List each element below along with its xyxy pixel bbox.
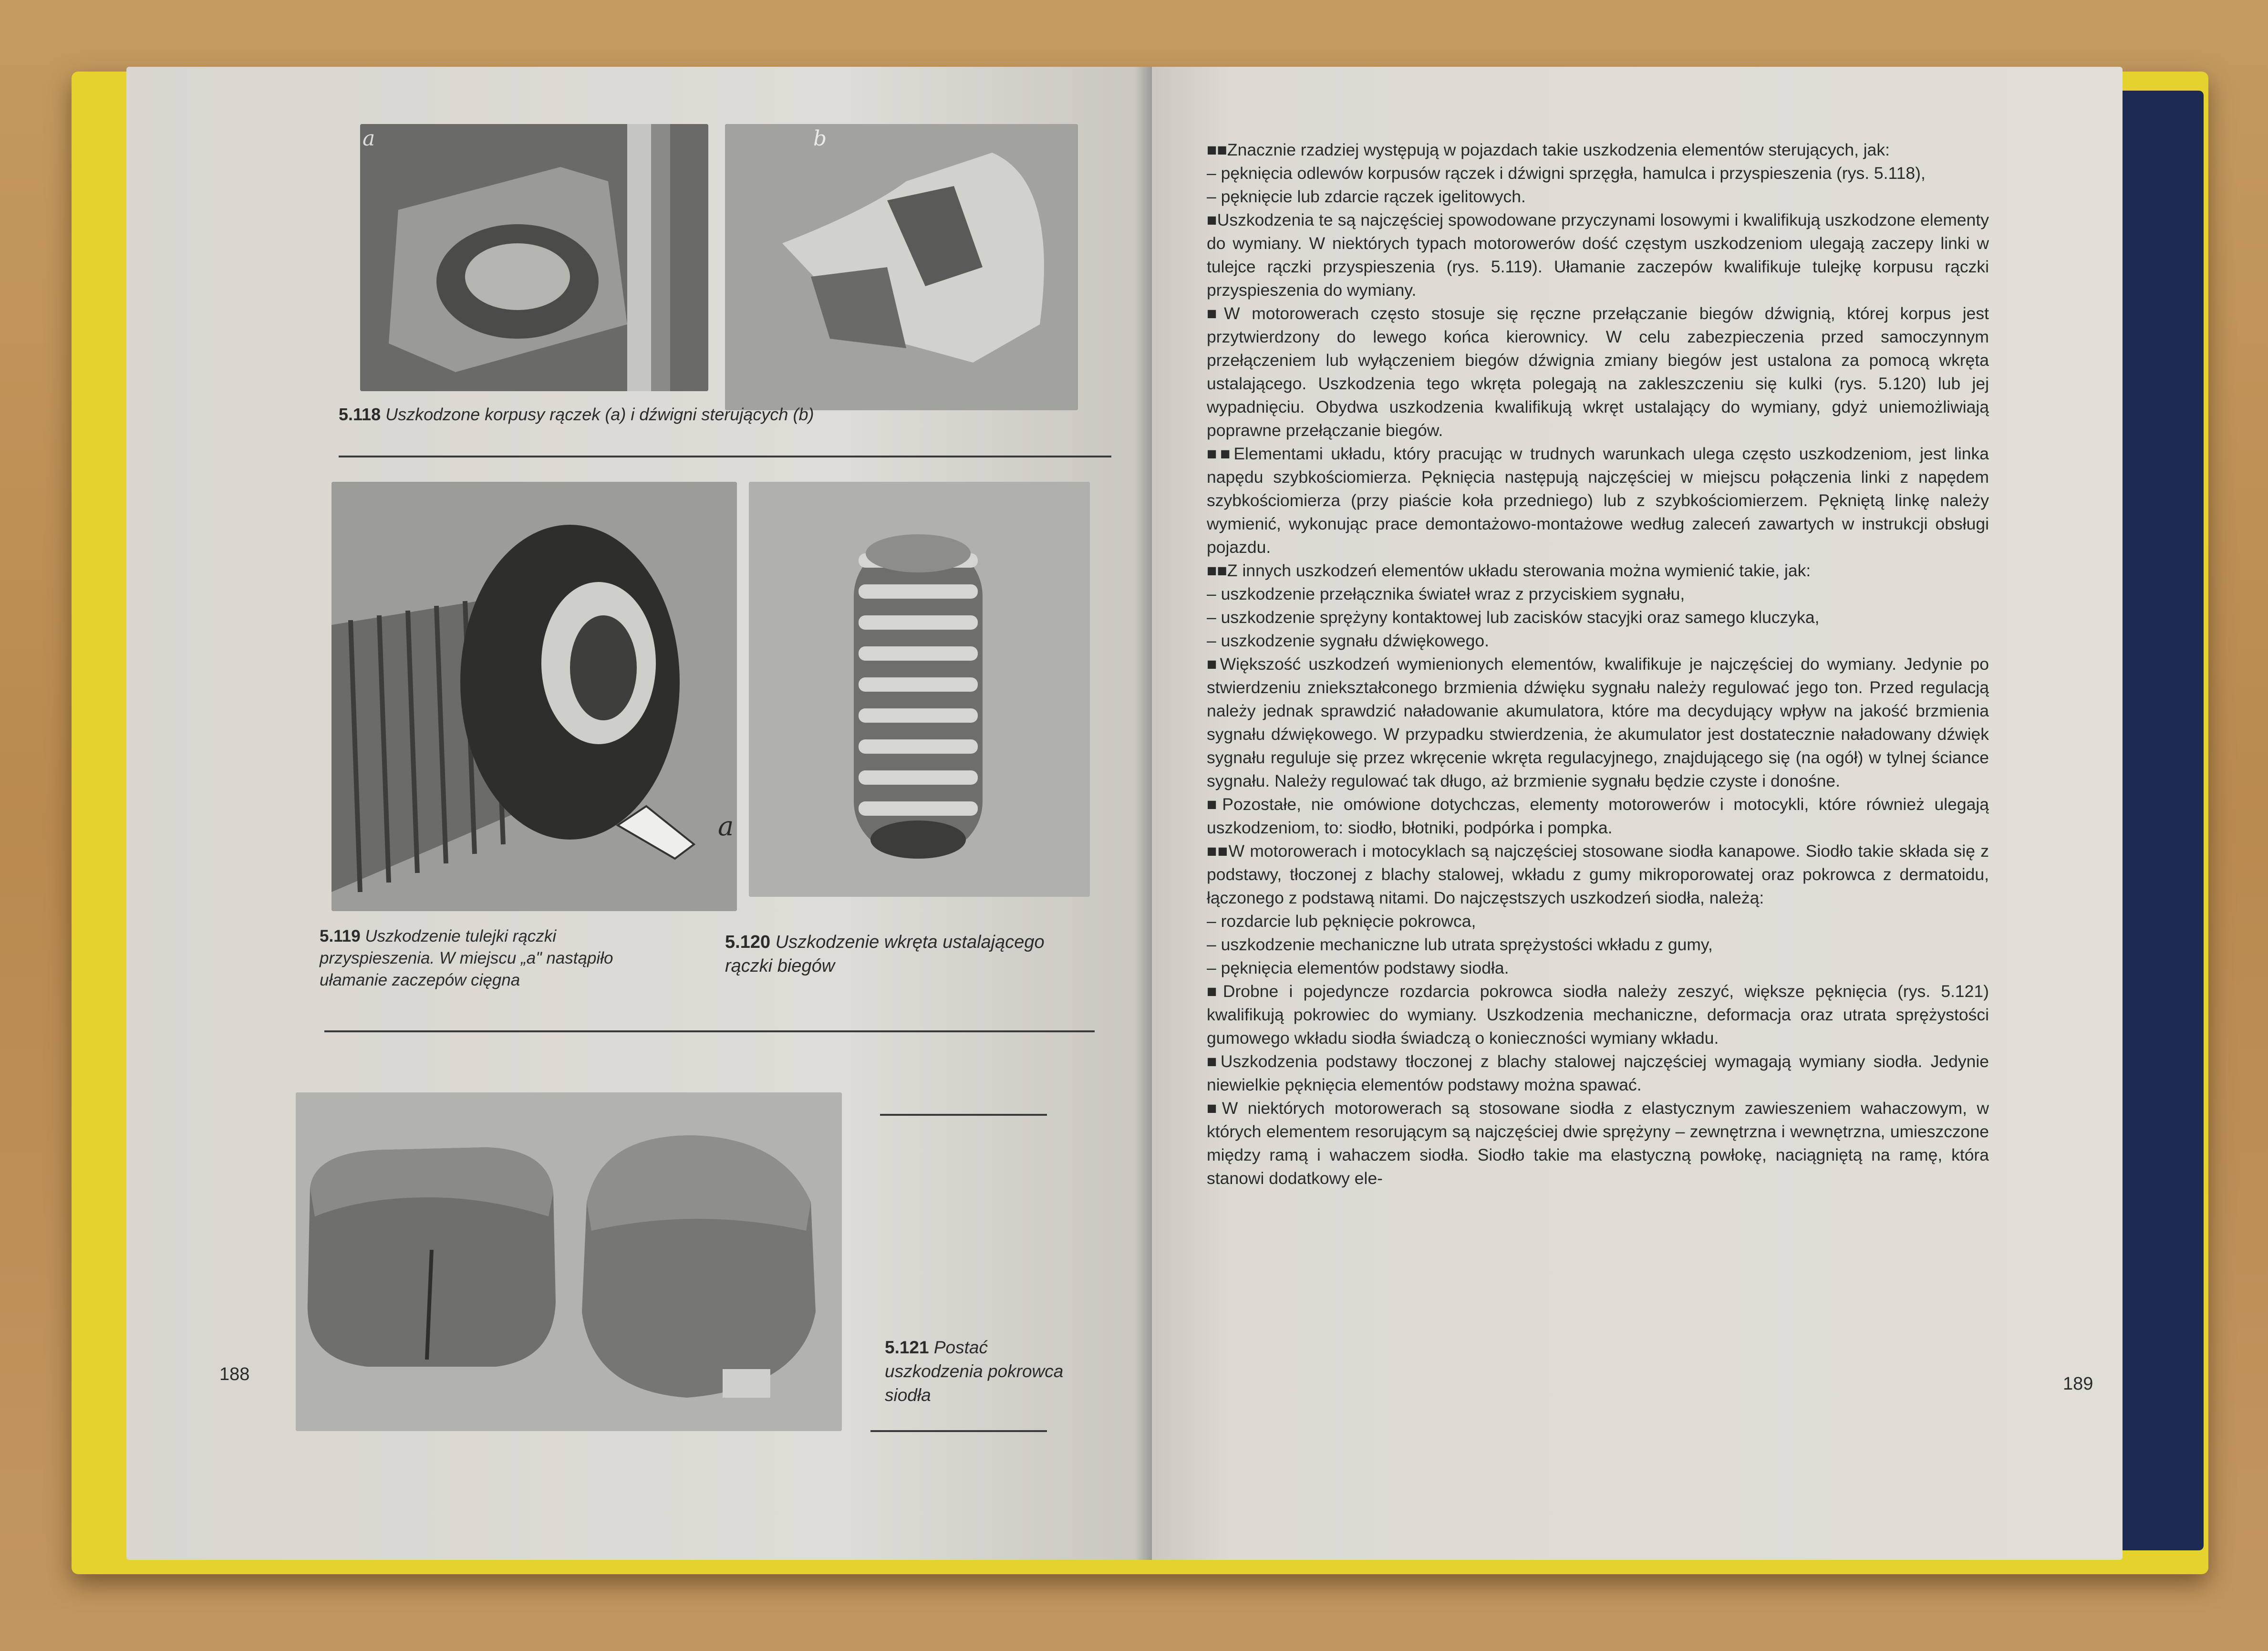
figure-label-a: a bbox=[362, 126, 375, 151]
figure-5-120-photo bbox=[749, 482, 1090, 897]
caption-5-120-line2: rączki biegów bbox=[725, 956, 835, 976]
figure-5-121-photo bbox=[296, 1092, 842, 1431]
list-item: – pęknięcia elementów podstawy siodła. bbox=[1207, 958, 1509, 977]
caption-5-121-line3: siodła bbox=[885, 1385, 931, 1405]
caption-5-118-text: Uszkodzone korpusy rączek (a) i dźwigni sterujących (b) bbox=[385, 405, 814, 424]
paragraph: ■■ W motorowerach i motocyklach są najczęściej stosowane siodła kanapowe. Siodło takie składa się z podstawy, tłoczonej z blachy stalowej, wkładu z gumy mikroporowatej oraz pokrowca z dermatoidu, łączonego z podstawą nitami. Do najczęstszych uszkodzeń siodła, należą: bbox=[1207, 840, 1989, 910]
body-text-column bbox=[1207, 138, 1989, 1190]
list-item: – uszkodzenie sygnału dźwiękowego. bbox=[1207, 631, 1490, 650]
list-item: – uszkodzenie mechaniczne lub utrata sprężystości wkładu z gumy, bbox=[1207, 935, 1713, 954]
caption-5-118-number: 5.118 bbox=[339, 405, 381, 424]
figure-5-119-photo bbox=[331, 482, 737, 911]
saddle-cover-image bbox=[296, 1092, 842, 1431]
paragraph: ■ W niektórych motorowerach są stosowane siodła z elastycznym zawieszeniem wahaczowym, w których elementem resorującym są najczęściej dwie sprężyny – zewnętrzna i wewnętrzna, umieszczone między ramą i wahaczem siodła. Siodło takie ma elastyczną powłokę, naciągniętą na ramę, która stanowi dodatkowy ele- bbox=[1207, 1097, 1989, 1190]
caption-5-119 bbox=[320, 925, 730, 991]
paragraph: ■ Uszkodzenia podstawy tłoczonej z blachy stalowej najczęściej wymagają wymiany siodła. Jedynie niewielkie pęknięcia elementów podstawy można spawać. bbox=[1207, 1050, 1989, 1097]
handlebar-housing-image bbox=[360, 124, 708, 391]
figure-label-b: b bbox=[813, 126, 827, 151]
screw-image bbox=[749, 482, 1090, 897]
paragraph: ■■ Elementami układu, który pracując w trudnych warunkach ulega często uszkodzeniom, jest linka napędu szybkościomierza. Pęknięcia następują najczęściej w miejscu połączenia linki z napędem szybkościomierza (przy piaście koła przedniego) lub z szybkościomierzem. Pękniętą linkę należy wymienić, wykonując prace demontażowo-montażowe według zaleceń zawartych w instrukcji obsługi pojazdu. bbox=[1207, 442, 1989, 559]
caption-5-121-number: 5.121 bbox=[885, 1338, 929, 1357]
page-number-right: 189 bbox=[2063, 1374, 2093, 1394]
list-item: – rozdarcie lub pęknięcie pokrowca, bbox=[1207, 912, 1476, 931]
rule-top-5-121 bbox=[880, 1114, 1047, 1116]
caption-5-120-number: 5.120 bbox=[725, 932, 771, 952]
figure-5-119-arrow-label: a bbox=[718, 811, 734, 842]
left-page bbox=[126, 67, 1152, 1560]
paragraph: ■ Większość uszkodzeń wymienionych elementów, kwalifikuje je najczęściej do wymiany. Jedynie po stwierdzeniu zniekształconego brzmienia dźwięku sygnału należy regulować jego ton. Przed regulacją należy jednak sprawdzić naładowanie akumulatora, które ma decydujący wpływ na jakość brzmienia sygnału dźwiękowego. W przypadku stwierdzenia, że akumulator jest dostatecznie naładowany dźwięk sygnału reguluje się przez wkręcenie wkręta regulacyjnego, znajdującego się (na ogół) w tylnej ściance sygnału. Należy regulować tak długo, aż brzmienie sygnału będzie czyste i donośne. bbox=[1207, 653, 1989, 793]
paragraph: ■ Drobne i pojedyncze rozdarcia pokrowca siodła należy zeszyć, większe pęknięcia (rys. 5.121) kwalifikują pokrowiec do wymiany. Uszkodzenia mechaniczne, deformacja oraz utrata sprężystości gumowego wkładu siodła świadczą o konieczności wymiany wkładu. bbox=[1207, 980, 1989, 1050]
figure-5-118-b-photo bbox=[725, 124, 1078, 410]
paragraph: ■ Pozostałe, nie omówione dotychczas, elementy motorowerów i motocykli, które również ulegają uszkodzeniom, to: siodło, błotniki, podpórka i pompka. bbox=[1207, 793, 1989, 840]
throttle-sleeve-image bbox=[331, 482, 737, 911]
caption-5-119-number: 5.119 bbox=[320, 927, 361, 945]
list-item: – pęknięcia odlewów korpusów rączek i dźwigni sprzęgła, hamulca i przyspieszenia (rys. 5.118), bbox=[1207, 164, 1926, 183]
page-number-left: 188 bbox=[219, 1364, 250, 1384]
list-item: – uszkodzenie przełącznika świateł wraz z przyciskiem sygnału, bbox=[1207, 584, 1685, 603]
caption-5-120-line1: Uszkodzenie wkręta ustalającego bbox=[775, 932, 1045, 952]
paragraph: ■■ Znacznie rzadziej występują w pojazdach takie uszkodzenia elementów sterujących, jak: bbox=[1207, 138, 1989, 162]
right-page bbox=[1152, 67, 2123, 1560]
list-item: – pęknięcie lub zdarcie rączek igelitowych. bbox=[1207, 187, 1526, 206]
rule-bottom-5-121 bbox=[870, 1430, 1047, 1432]
caption-5-121-line1: Postać bbox=[933, 1338, 988, 1357]
caption-5-121 bbox=[885, 1336, 1085, 1407]
caption-5-119-line2: przyspieszenia. W miejscu „a" nastąpiło bbox=[320, 949, 613, 967]
paragraph: ■ W motorowerach często stosuje się ręczne przełączanie biegów dźwignią, której korpus jest przytwierdzony do lewego końca kierownicy. W celu zabezpieczenia przed samoczynnym przełączeniem lub wyłączeniem biegów dźwignia zmiany biegów jest ustalona za pomocą wkręta ustalającego. Uszkodzenia tego wkręta polegają na zakleszczeniu się kulki (rys. 5.120) lub jej wypadnięciu. Obydwa uszkodzenia kwalifikują wkręt ustalający do wymiany, gdyż uniemożliwiają poprawne przełączanie biegów. bbox=[1207, 302, 1989, 442]
list-item: – uszkodzenie sprężyny kontaktowej lub zacisków stacyjki oraz samego kluczyka, bbox=[1207, 608, 1820, 627]
caption-5-121-line2: uszkodzenia pokrowca bbox=[885, 1361, 1064, 1381]
rule-after-5-118 bbox=[339, 456, 1111, 457]
rule-after-5-119-5-120 bbox=[324, 1030, 1095, 1032]
caption-5-119-line3: ułamanie zaczepów cięgna bbox=[320, 971, 520, 989]
figure-5-118-a-photo bbox=[360, 124, 708, 391]
control-lever-image bbox=[725, 124, 1078, 410]
paragraph: ■ Uszkodzenia te są najczęściej spowodowane przyczynami losowymi i kwalifikują uszkodzone elementy do wymiany. W niektórych typach motorowerów dość częstym uszkodzeniom ulegają zaczepy linki w tulejce rączki przyspieszenia (rys. 5.119). Ułamanie zaczepów kwalifikuje tulejkę korpusu rączki przyspieszenia do wymiany. bbox=[1207, 208, 1989, 302]
book-cover-navy-edge bbox=[2108, 91, 2204, 1550]
caption-5-120 bbox=[725, 930, 1107, 978]
caption-5-119-line1: Uszkodzenie tulejki rączki bbox=[365, 927, 557, 945]
paragraph: ■■ Z innych uszkodzeń elementów układu sterowania można wymienić takie, jak: bbox=[1207, 559, 1989, 582]
caption-5-118 bbox=[339, 403, 1006, 426]
